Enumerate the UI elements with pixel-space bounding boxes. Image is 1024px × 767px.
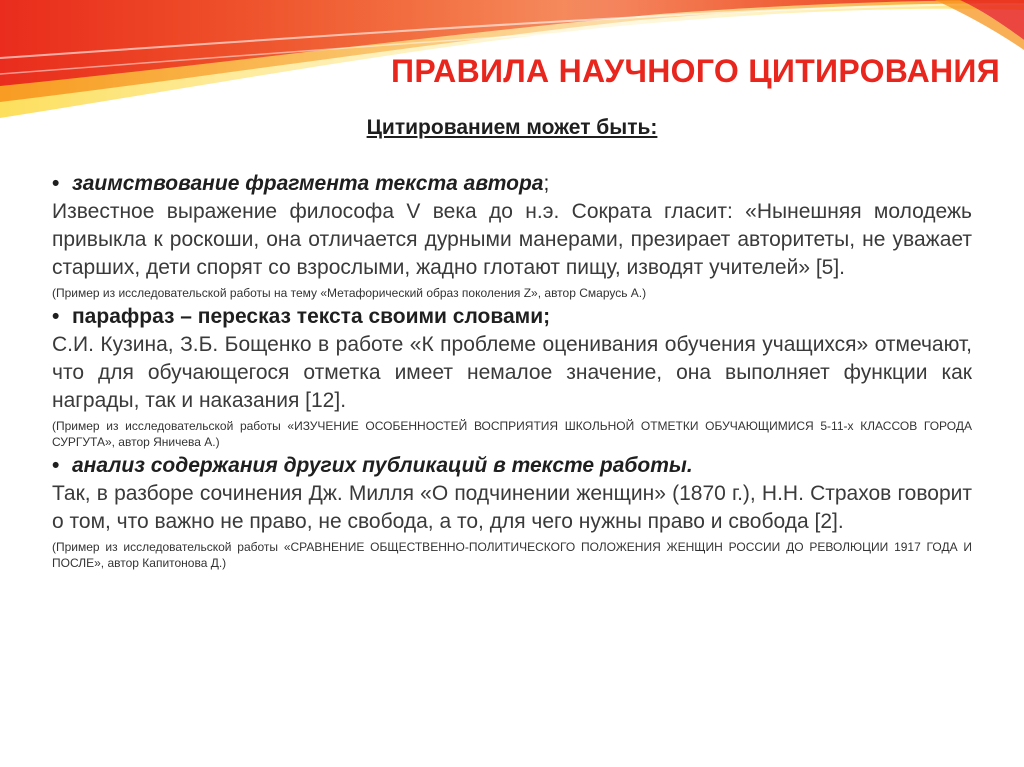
slide-subtitle: Цитированием может быть:: [366, 116, 658, 139]
section-source-note: (Пример из исследовательской работы «ИЗУЧЕНИЕ ОСОБЕННОСТЕЙ ВОСПРИЯТИЯ ШКОЛЬНОЙ ОТМЕТКИ ОБУЧАЮЩИМИСЯ 5-11-х КЛАССОВ ГОРОДА СУРГУТА», автор Яничева А.): [52, 419, 972, 449]
content-area: [52, 170, 972, 573]
citation-section-analysis: [52, 452, 972, 571]
section-source-note: (Пример из исследовательской работы на тему «Метафорический образ поколения Z», автор Смарусь А.): [52, 286, 647, 300]
section-heading-text: парафраз – пересказ текста своими словами;: [72, 305, 551, 328]
citation-section-paraphrase: [52, 303, 972, 450]
section-body: Известное выражение философа V века до н.э. Сократа гласит: «Нынешняя молодежь привыкла к роскоши, она отличается дурными манерами, презирает авторитеты, не уважает старших, дети спорят со взрослыми, жадно глотают пищу, изводят учителей» [5].: [52, 200, 972, 279]
slide-title: ПРАВИЛА НАУЧНОГО ЦИТИРОВАНИЯ: [391, 53, 1000, 89]
citation-section-borrowing: [52, 170, 972, 301]
bullet: •: [52, 172, 60, 195]
section-body: Так, в разборе сочинения Дж. Милля «О подчинении женщин» (1870 г.), Н.Н. Страхов говорит о том, что важно не право, не свобода, а то, для чего нужны право и свобода [2].: [52, 482, 972, 533]
bullet: •: [52, 454, 60, 477]
section-heading: [52, 170, 972, 198]
bullet: •: [52, 305, 60, 328]
section-heading: [52, 303, 972, 331]
section-body: С.И. Кузина, З.Б. Бощенко в работе «К проблеме оценивания обучения учащихся» отмечают, что для обучающегося отметка имеет немалое значение, она выполняет функции как награды, так и наказания [12].: [52, 333, 972, 412]
section-heading: [52, 452, 972, 480]
section-heading-punct: ;: [543, 172, 550, 195]
section-heading-text: анализ содержания других публикаций в тексте работы.: [72, 454, 693, 477]
section-heading-text: заимствование фрагмента текста автора: [72, 172, 544, 195]
section-source-note: (Пример из исследовательской работы «СРАВНЕНИЕ ОБЩЕСТВЕННО-ПОЛИТИЧЕСКОГО ПОЛОЖЕНИЯ ЖЕНЩИН РОССИИ ДО РЕВОЛЮЦИИ 1917 ГОДА И ПОСЛЕ», автор Капитонова Д.): [52, 540, 972, 570]
